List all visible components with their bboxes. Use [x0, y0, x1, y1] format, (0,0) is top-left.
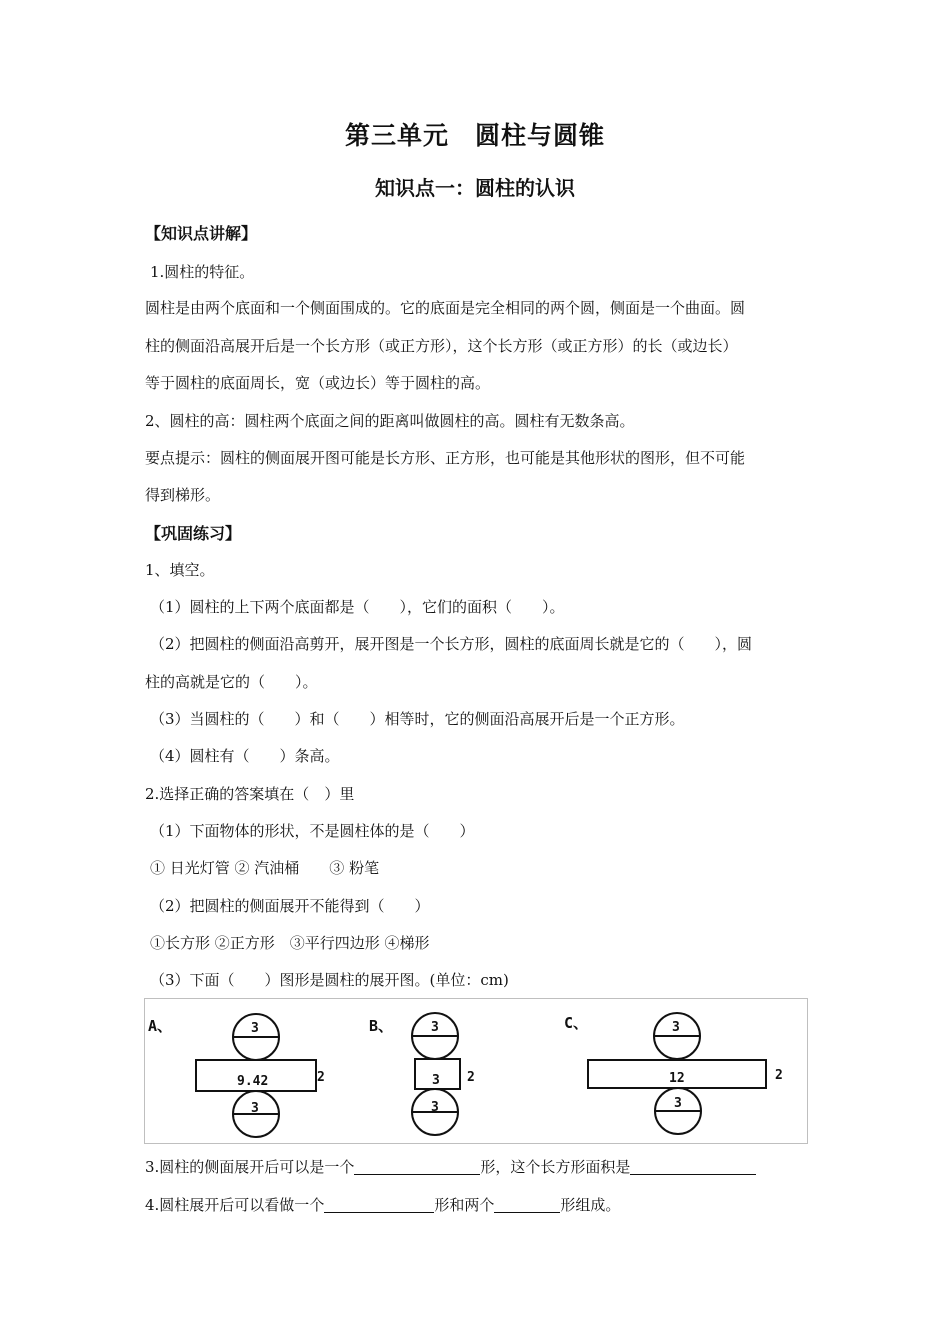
- question-options: ① 日光灯管 ② 汽油桶 ③ 粉笔: [150, 859, 380, 877]
- question-item: （1）下面物体的形状，不是圆柱体的是（ ）: [150, 822, 475, 840]
- question-item: （3）下面（ ）图形是圆柱的展开图。(单位：cm): [150, 971, 509, 989]
- net-c-label: C、: [564, 1014, 589, 1032]
- answer-blank[interactable]: [354, 1158, 480, 1175]
- knowledge-line: 等于圆柱的底面周长，宽（或边长）等于圆柱的高。: [145, 374, 491, 392]
- net-b-bottom-value: 3: [431, 1100, 439, 1115]
- knowledge-line: 柱的侧面沿高展开后是一个长方形（或正方形），这个长方形（或正方形）的长（或边长）: [145, 337, 738, 355]
- question-text: 形和两个: [434, 1196, 495, 1214]
- net-b-label: B、: [369, 1017, 394, 1035]
- question-fill-blank: [145, 1195, 810, 1215]
- net-a-height-value: 2: [317, 1070, 325, 1085]
- knowledge-line: 1.圆柱的特征。: [150, 263, 255, 281]
- question-options: ①长方形 ②正方形 ③平行四边形 ④梯形: [150, 934, 430, 952]
- question-text: 形组成。: [560, 1196, 621, 1214]
- net-c-length-value: 12: [669, 1071, 685, 1086]
- question-text: 形，这个长方形面积是: [480, 1158, 631, 1176]
- net-a-top-value: 3: [251, 1021, 259, 1036]
- answer-blank[interactable]: [630, 1158, 756, 1175]
- question-item: （2）把圆柱的侧面展开不能得到（ ）: [150, 897, 430, 915]
- section-heading-knowledge: 【知识点讲解】: [145, 224, 258, 243]
- question-item: 柱的高就是它的（ ）。: [145, 673, 318, 691]
- net-a-label: A、: [148, 1017, 173, 1035]
- answer-blank[interactable]: [494, 1196, 560, 1213]
- net-b-height-value: 2: [467, 1070, 475, 1085]
- question-text: 4.圆柱展开后可以看做一个: [145, 1196, 325, 1214]
- page-subtitle: 知识点一：圆柱的认识: [375, 176, 575, 200]
- page-title: 第三单元 圆柱与圆锥: [344, 121, 605, 150]
- section-heading-practice: 【巩固练习】: [145, 524, 242, 543]
- knowledge-line: 圆柱是由两个底面和一个侧面围成的。它的底面是完全相同的两个圆，侧面是一个曲面。圆: [145, 299, 746, 317]
- question-item: （3）当圆柱的（ ）和（ ）相等时，它的侧面沿高展开后是一个正方形。: [150, 710, 685, 728]
- net-a-length-value: 9.42: [237, 1074, 269, 1089]
- net-b-top-value: 3: [431, 1020, 439, 1035]
- cylinder-nets-figure: [144, 998, 808, 1144]
- tip-line: 得到梯形。: [145, 486, 221, 504]
- question-heading: 1、填空。: [145, 561, 215, 579]
- net-a-bottom-value: 3: [251, 1101, 259, 1116]
- tip-line: 要点提示：圆柱的侧面展开图可能是长方形、正方形，也可能是其他形状的图形，但不可能: [145, 449, 746, 467]
- answer-blank[interactable]: [324, 1196, 434, 1213]
- net-c-height-value: 2: [775, 1068, 783, 1083]
- net-c-bottom-value: 3: [674, 1096, 682, 1111]
- net-b-length-value: 3: [432, 1073, 440, 1088]
- question-text: 3.圆柱的侧面展开后可以是一个: [145, 1158, 355, 1176]
- question-item: （1）圆柱的上下两个底面都是（ ），它们的面积（ ）。: [150, 598, 565, 616]
- knowledge-line: 2、圆柱的高：圆柱两个底面之间的距离叫做圆柱的高。圆柱有无数条高。: [145, 412, 635, 430]
- question-item: （4）圆柱有（ ）条高。: [150, 747, 340, 765]
- question-heading: 2.选择正确的答案填在（ ）里: [145, 785, 355, 803]
- question-fill-blank: [145, 1157, 810, 1177]
- cylinder-nets-svg: [145, 999, 807, 1143]
- question-item: （2）把圆柱的侧面沿高剪开，展开图是一个长方形，圆柱的底面周长就是它的（ ），圆: [150, 635, 753, 653]
- net-c-top-value: 3: [672, 1020, 680, 1035]
